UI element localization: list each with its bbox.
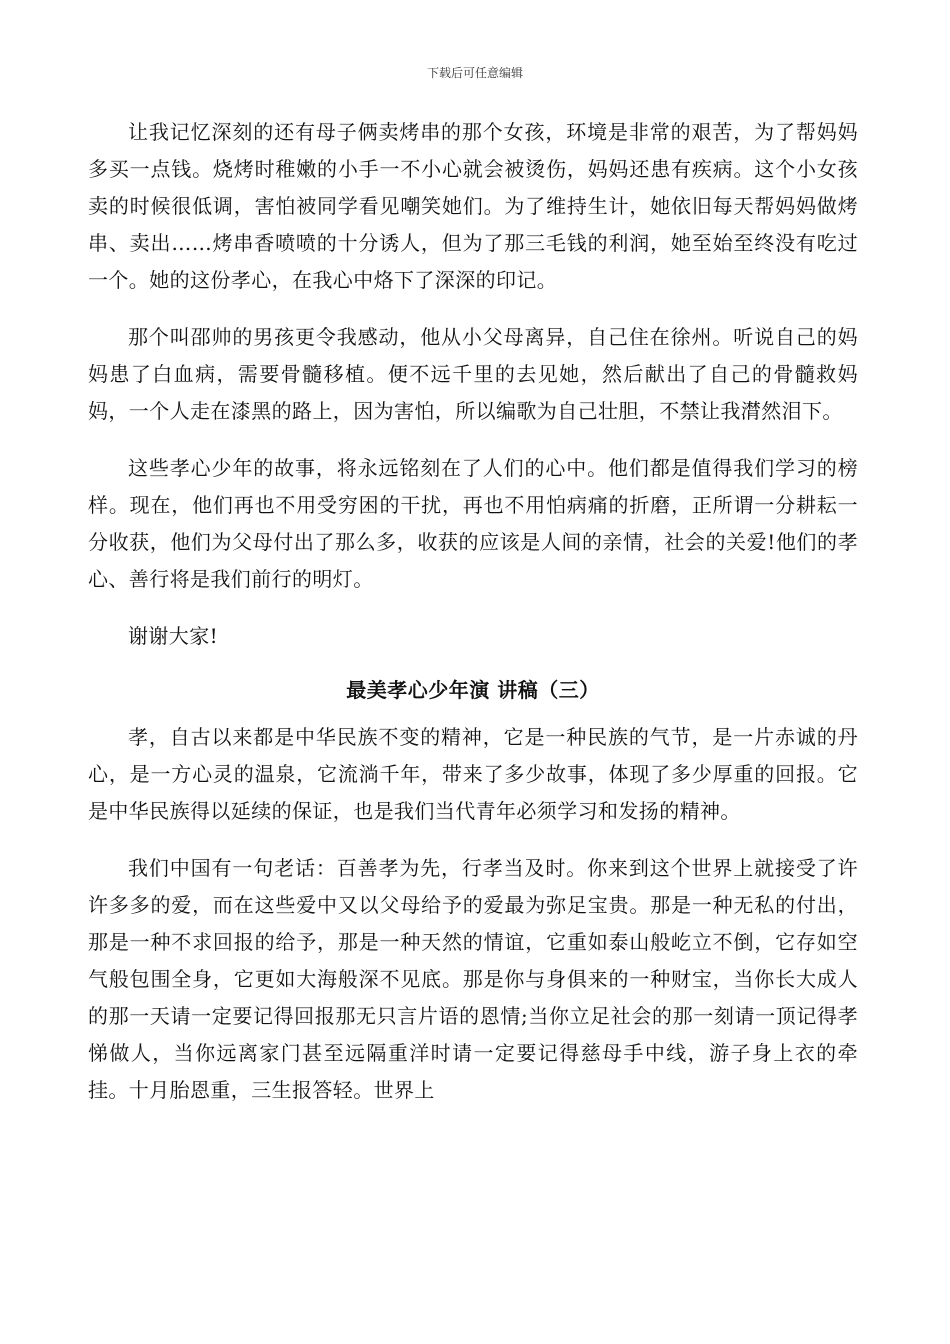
paragraph: 我们中国有一句老话：百善孝为先，行孝当及时。你来到这个世界上就接受了许许多多的爱，而在这些爱中又以父母给予的爱最为弥足宝贵。那是一种无私的付出，那是一种不求回报的给予，那是一种天然的情谊，它重如泰山般屹立不倒，它存如空气般包围全身，它更如大海般深不见底。那是你与身俱来的一种财宝，当你长大成人的那一天请一定要记得回报那无只言片语的恩情;当你立足社会的那一刻请一顶记得孝悌做人，当你远离家门甚至远隔重洋时请一定要记得慈母手中线，游子身上衣的牵挂。十月胎恩重，三生报答轻。世界上 [88,856,858,1102]
paragraph: 这些孝心少年的故事，将永远铭刻在了人们的心中。他们都是值得我们学习的榜样。现在，他们再也不用受穷困的干扰，再也不用怕病痛的折磨，正所谓一分耕耘一分收获，他们为父母付出了那么多，收获的应该是人间的亲情，社会的关爱!他们的孝心、善行将是我们前行的明灯。 [88,456,858,591]
paragraph: 那个叫邵帅的男孩更令我感动，他从小父母离异，自己住在徐州。听说自己的妈妈患了白血病，需要骨髓移植。便不远千里的去见她，然后献出了自己的骨髓救妈妈，一个人走在漆黑的路上，因为害怕，所以编歌为自己壮胆，不禁让我潸然泪下。 [88,325,858,423]
paragraph: 孝，自古以来都是中华民族不变的精神，它是一种民族的气节，是一片赤诚的丹心，是一方心灵的温泉，它流淌千年，带来了多少故事，体现了多少厚重的回报。它是中华民族得以延续的保证，也是我们当代青年必须学习和发扬的精神。 [88,725,858,823]
page-header: 下载后可任意编辑 [426,66,523,80]
section-title: 最美孝心少年演 讲稿（三） [346,678,600,702]
document-body [88,114,858,1129]
paragraph: 让我记忆深刻的还有母子俩卖烤串的那个女孩，环境是非常的艰苦，为了帮妈妈多买一点钱。烧烤时稚嫩的小手一不小心就会被烫伤，妈妈还患有疾病。这个小女孩卖的时候很低调，害怕被同学看见嘲笑她们。为了维持生计，她依旧每天帮妈妈做烤串、卖出……烤串香喷喷的十分诱人，但为了那三毛钱的利润，她至始至终没有吃过一个。她的这份孝心，在我心中烙下了深深的印记。 [88,120,858,292]
closing-paragraph: 谢谢大家! [128,624,219,648]
